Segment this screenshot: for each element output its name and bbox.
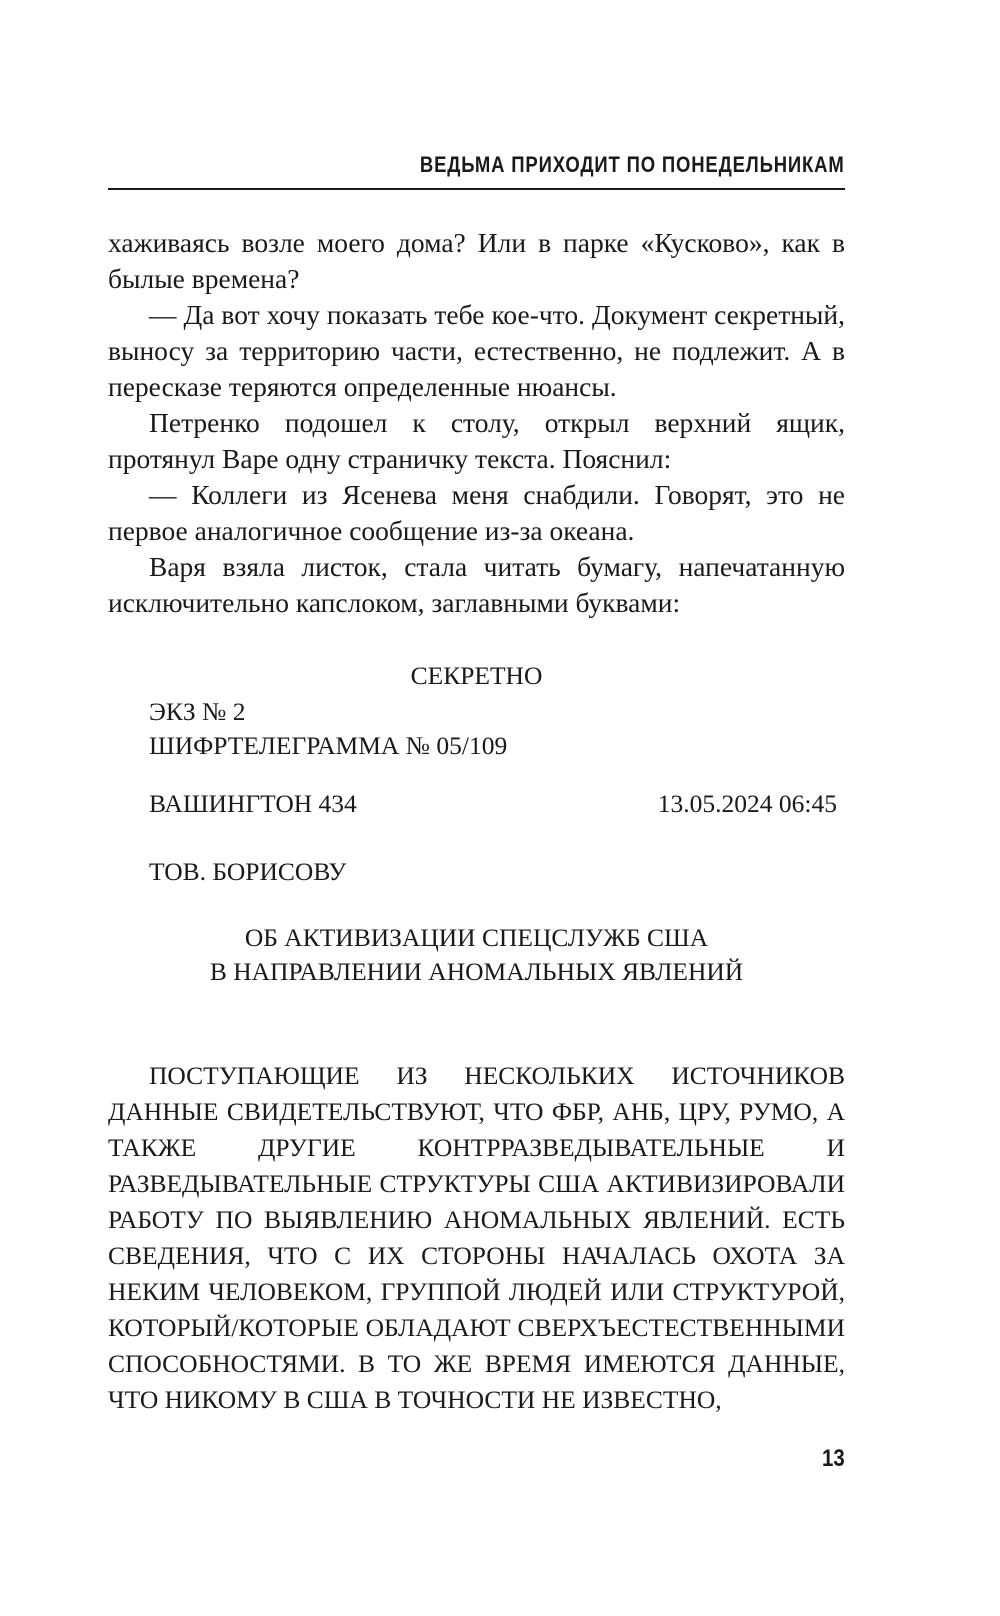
running-header <box>108 152 845 190</box>
running-title: ВЕДЬМА ПРИХОДИТ ПО ПОНЕДЕЛЬНИКАМ <box>420 152 845 177</box>
classification-marking: СЕКРЕТНО <box>410 661 543 690</box>
telegram-datetime: 13.05.2024 06:45 <box>657 789 837 818</box>
document-number: ШИФРТЕЛЕГРАММА № 05/109 <box>149 731 508 760</box>
paragraph: — Да вот хочу показать тебе кое-что. Документ секретный, выносу за территорию части, естественно, не подлежит. А в пересказе теряются определенные нюансы. <box>108 299 845 402</box>
telegram-text: ПОСТУПАЮЩИЕ ИЗ НЕСКОЛЬКИХ ИСТОЧНИКОВ ДАННЫЕ СВИДЕТЕЛЬСТВУЮТ, ЧТО ФБР, АНБ, ЦРУ, РУМО, А ТАКЖЕ ДРУГИЕ КОНТРРАЗВЕДЫВАТЕЛЬНЫЕ И РАЗВЕДЫВАТЕЛЬНЫЕ СТРУКТУРЫ США АКТИВИЗИРОВАЛИ РАБОТУ ПО ВЫЯВЛЕНИЮ АНОМАЛЬНЫХ ЯВЛЕНИЙ. ЕСТЬ СВЕДЕНИЯ, ЧТО С ИХ СТОРОНЫ НАЧАЛАСЬ ОХОТА ЗА НЕКИМ ЧЕЛОВЕКОМ, ГРУППОЙ ЛЮДЕЙ ИЛИ СТРУКТУРОЙ, КОТОРЫЙ/КОТОРЫЕ ОБЛАДАЮТ СВЕРХЪЕСТЕСТВЕННЫМИ СПОСОБНОСТЯМИ. В ТО ЖЕ ВРЕМЯ ИМЕЮТСЯ ДАННЫЕ, ЧТО НИКОМУ В США В ТОЧНОСТИ НЕ ИЗВЕСТНО, <box>108 1061 845 1414</box>
paragraph: хаживаясь возле моего дома? Или в парке «Кусково», как в былые времена? <box>108 227 845 294</box>
paragraph: — Коллеги из Ясенева меня снабдили. Говорят, это не первое аналогичное сообщение из-за океана. <box>108 479 845 546</box>
addressee: ТОВ. БОРИСОВУ <box>149 857 347 886</box>
subject-line-1: ОБ АКТИВИЗАЦИИ СПЕЦСЛУЖБ США <box>244 923 709 952</box>
page-number: 13 <box>822 1445 845 1472</box>
narrative-text <box>108 225 845 621</box>
telegram-body <box>108 1058 845 1418</box>
paragraph: Варя взяла листок, стала читать бумагу, напечатанную исключительно капслоком, заглавными буквами: <box>108 551 845 618</box>
copy-number: ЭКЗ № 2 <box>149 697 246 726</box>
paragraph: Петренко подошел к столу, открыл верхний ящик, протянул Варе одну страничку текста. Пояснил: <box>108 407 845 474</box>
subject-line-2: В НАПРАВЛЕНИИ АНОМАЛЬНЫХ ЯВЛЕНИЙ <box>209 957 744 986</box>
origin-station: ВАШИНГТОН 434 <box>149 789 357 818</box>
